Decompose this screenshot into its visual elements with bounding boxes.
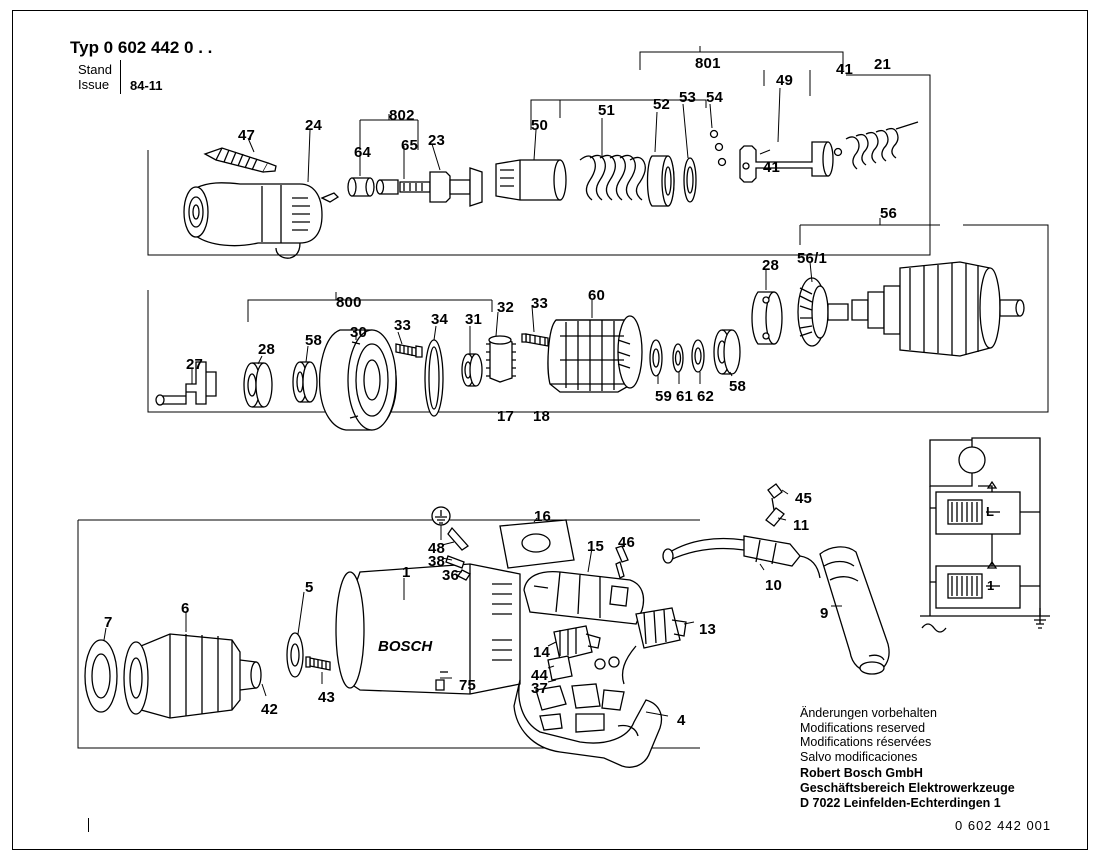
callout-44: 44 bbox=[531, 667, 549, 684]
callout-30: 30 bbox=[350, 324, 368, 341]
callout-54: 54 bbox=[706, 89, 724, 106]
callout-59: 59 bbox=[655, 388, 673, 405]
callout-33: 33 bbox=[531, 295, 549, 312]
callout-31: 31 bbox=[465, 311, 483, 328]
note-en: Modifications reserved bbox=[800, 720, 926, 735]
company-division: Geschäftsbereich Elektrowerkzeuge bbox=[800, 781, 1015, 795]
callout-47: 47 bbox=[238, 127, 256, 144]
company-address: D 7022 Leinfelden-Echterdingen 1 bbox=[800, 796, 1001, 810]
issue-label: Issue bbox=[78, 77, 110, 92]
note-fr: Modifications réservées bbox=[800, 735, 932, 749]
callout-13: 13 bbox=[699, 621, 717, 638]
callout-36: 36 bbox=[442, 567, 460, 584]
company-name: Robert Bosch GmbH bbox=[800, 766, 923, 780]
callout-75: 75 bbox=[459, 677, 477, 694]
callout-38: 38 bbox=[428, 553, 446, 570]
callout-17: 17 bbox=[497, 408, 515, 425]
callout-802: 802 bbox=[389, 107, 415, 124]
callout-23: 23 bbox=[428, 132, 446, 149]
company-block bbox=[800, 766, 1015, 811]
bosch-logo: BOSCH bbox=[378, 638, 433, 655]
callout-58: 58 bbox=[729, 378, 747, 395]
callout-60: 60 bbox=[588, 287, 606, 304]
callout-15: 15 bbox=[587, 538, 605, 555]
callout-28: 28 bbox=[258, 341, 276, 358]
callout-52: 52 bbox=[653, 96, 671, 113]
callout-800: 800 bbox=[336, 294, 362, 311]
callout-62: 62 bbox=[697, 388, 715, 405]
callout-43: 43 bbox=[318, 689, 336, 706]
callout-16: 16 bbox=[534, 508, 552, 525]
callout-801: 801 bbox=[695, 55, 721, 72]
callout-41: 41 bbox=[836, 61, 854, 78]
callout-24: 24 bbox=[305, 117, 323, 134]
callout-65: 65 bbox=[401, 137, 419, 154]
callout-48: 48 bbox=[428, 540, 446, 557]
issue-value: 84-11 bbox=[130, 78, 163, 93]
callout-1: 1 bbox=[402, 564, 411, 581]
callout-11: 11 bbox=[793, 517, 810, 534]
callout-37: 37 bbox=[531, 680, 549, 697]
callout-45: 45 bbox=[795, 490, 813, 507]
callout-9: 9 bbox=[820, 605, 829, 622]
callout-6: 6 bbox=[181, 600, 190, 617]
callout-10: 10 bbox=[765, 577, 783, 594]
callout-50: 50 bbox=[531, 117, 549, 134]
callout-56/1: 56/1 bbox=[797, 250, 827, 267]
callout-49: 49 bbox=[776, 72, 794, 89]
callout-56: 56 bbox=[880, 205, 898, 222]
callout-21: 21 bbox=[874, 56, 892, 73]
callout-4: 4 bbox=[677, 712, 686, 729]
callout-14: 14 bbox=[533, 644, 551, 661]
callout-27: 27 bbox=[186, 356, 204, 373]
callout-34: 34 bbox=[431, 311, 449, 328]
callout-46: 46 bbox=[618, 534, 636, 551]
callout-41: 41 bbox=[763, 159, 781, 176]
callout-61: 61 bbox=[676, 388, 694, 405]
callout-18: 18 bbox=[533, 408, 551, 425]
page-title: Typ 0 602 442 0 . . bbox=[70, 38, 213, 57]
callout-33: 33 bbox=[394, 317, 412, 334]
callout-5: 5 bbox=[305, 579, 314, 596]
callout-42: 42 bbox=[261, 701, 279, 718]
callout-58: 58 bbox=[305, 332, 323, 349]
drawing-number: 0 602 442 001 bbox=[955, 818, 1052, 833]
modification-notes bbox=[800, 706, 937, 764]
switch-label-1: 1 bbox=[987, 578, 995, 593]
callout-51: 51 bbox=[598, 102, 616, 119]
note-de: Änderungen vorbehalten bbox=[800, 706, 937, 720]
callout-7: 7 bbox=[104, 614, 113, 631]
callout-28: 28 bbox=[762, 257, 780, 274]
stand-label: Stand bbox=[78, 62, 112, 77]
callout-53: 53 bbox=[679, 89, 697, 106]
switch-label-L: L bbox=[986, 504, 995, 519]
registration-tick bbox=[88, 818, 89, 832]
note-es: Salvo modificaciones bbox=[800, 749, 918, 764]
callout-32: 32 bbox=[497, 299, 515, 316]
callout-64: 64 bbox=[354, 144, 372, 161]
